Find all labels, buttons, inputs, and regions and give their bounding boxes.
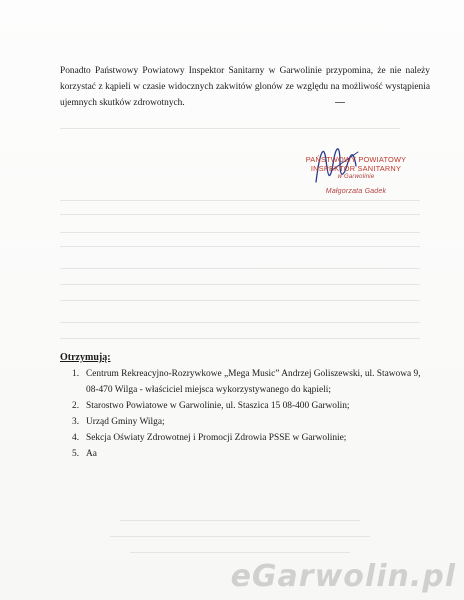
official-stamp [296,156,416,196]
list-item: 4. Sekcja Oświaty Zdrowotnej i Promocji Zdrowia PSSE w Garwolinie; [72,433,347,443]
stamp-line-2: INSPEKTOR SANITARNY [310,163,402,173]
list-item: 1. Centrum Rekreacyjno-Rozrywkowe „Mega Music” Andrzej Goliszewski, ul. Stawowa 9, 08-470 Wilga - właściciel miejsca wykorzystywanego do kąpieli; [72,369,421,395]
recipients-list [72,366,432,462]
recipients-title: Otrzymują: [60,352,111,363]
stamp-name: Małgorzata Gadek [325,187,387,195]
list-item: 2. Starostwo Powiatowe w Garwolinie, ul. Staszica 15 08-400 Garwolin; [72,401,350,411]
list-item: 5. Aa [72,449,97,459]
body-paragraph: Ponadto Państwowy Powiatowy Inspektor Sanitarny w Garwolinie przypomina, że nie należy korzystać z kąpieli w czasie widocznych zakwitów glonów ze względu na możliwość wystąpienia ujemnych skutków zdrowotnych. [60,66,430,109]
site-watermark: eGarwolin.pl [230,559,456,594]
pen-mark [335,102,345,103]
stamp-line-1: PAŃSTWOWY POWIATOWY [305,155,407,164]
stamp-line-3: w Garwolinie [337,174,375,180]
list-item: 3. Urząd Gminy Wilga; [72,417,165,427]
